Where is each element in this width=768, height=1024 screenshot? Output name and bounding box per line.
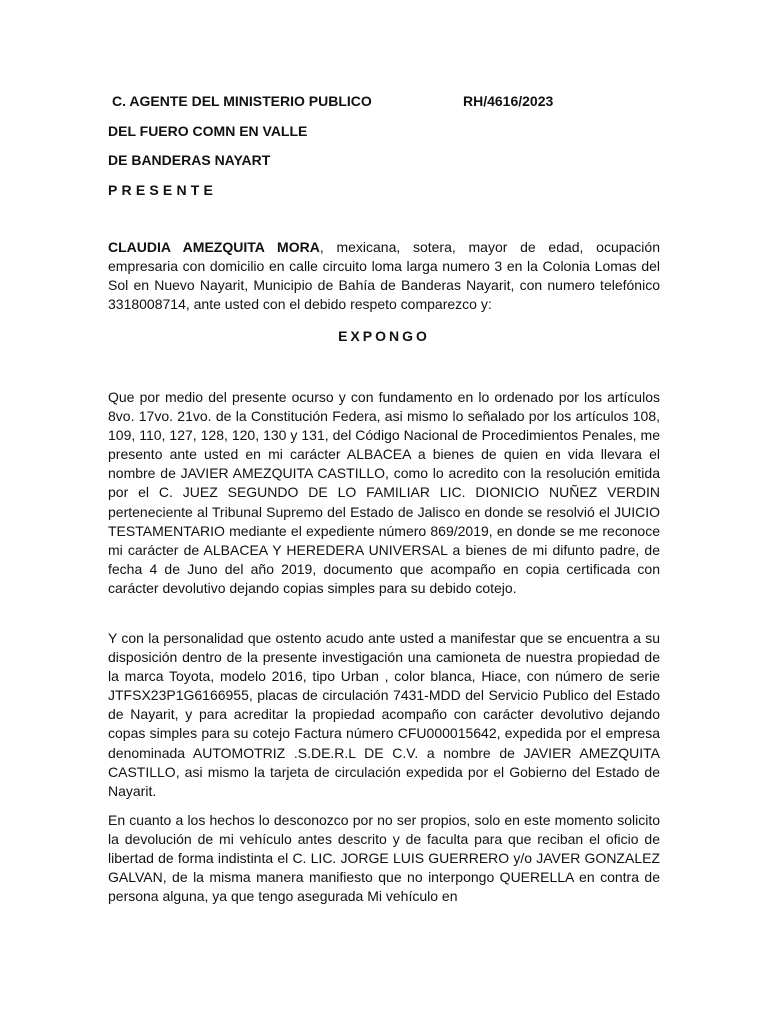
addressee-line-3: DE BANDERAS NAYART xyxy=(108,152,271,168)
paragraph-request: En cuanto a los hechos lo desconozco por no ser propios, solo en este momento solicito la devolución de mi vehículo antes descrito y de faculta para que reciban el oficio de libertad de forma indistinta el C. LIC. JORGE LUIS GUERRERO y/o JAVER GONZALEZ GALVAN, de la misma manera manifiesto que no interpongo QUERELLA en contra de persona alguna, ya que tengo asegurada Mi vehículo en xyxy=(108,812,660,905)
case-reference: RH/4616/2023 xyxy=(463,93,554,109)
addressee-line-1: C. AGENTE DEL MINISTERIO PUBLICO xyxy=(112,93,372,109)
intro-paragraph xyxy=(108,238,660,314)
petitioner-name: CLAUDIA AMEZQUITA MORA xyxy=(108,239,320,255)
addressee-line-2: DEL FUERO COMN EN VALLE xyxy=(108,123,308,139)
presente-heading: PRESENTE xyxy=(108,182,218,198)
intro-text: , mexicana, sotera, mayor de edad, ocupación empresaria con domicilio en calle circuito loma larga numero 3 en la Colonia Lomas del Sol en Nuevo Nayarit, Municipio de Bahía de Banderas Nayarit, con numero telefónico 3318008714, ante usted con el debido respeto comparezco y: xyxy=(108,239,660,313)
paragraph-vehicle: Y con la personalidad que ostento acudo ante usted a manifestar que se encuentra a su disposición dentro de la presente investigación una camioneta de nuestra propiedad de la marca Toyota, modelo 2016, tipo Urban , color blanca, Hiace, con número de serie JTFSX23P1G6166955, placas de circulación 7431-MDD del Servicio Publico del Estado de Nayarit, y para acreditar la propiedad acompaño con carácter devolutivo dejando copas simples para su cotejo Factura número CFU000015642, expedida por el empresa denominada AUTOMOTRIZ .S.DE.R.L DE C.V. a nombre de JAVIER AMEZQUITA CASTILLO, asi mismo la tarjeta de circulación expedida por el Gobierno del Estado de Nayarit. xyxy=(108,630,660,799)
section-title: EXPONGO xyxy=(338,328,430,344)
paragraph-legal-basis: Que por medio del presente ocurso y con fundamento en lo ordenado por los artículos 8vo. 17vo. 21vo. de la Constitución Federa, asi mismo lo señalado por los artículos 108, 109, 110, 127, 128, 120, 130 y 131, del Código Nacional de Procedimientos Penales, me presento ante usted en mi carácter ALBACEA a bienes de quien en vida llevara el nombre de JAVIER AMEZQUITA CASTILLO, como lo acredito con la resolución emitida por el C. JUEZ SEGUNDO DE LO FAMILIAR LIC. DIONICIO NUÑEZ VERDIN perteneciente al Tribunal Supremo del Estado de Jalisco en donde se resolvió el JUICIO TESTAMENTARIO mediante el expediente número 869/2019, en donde se me reconoce mi carácter de ALBACEA Y HEREDERA UNIVERSAL a bienes de mi difunto padre, de fecha 4 de Juno del año 2019, documento que acompaño en copia certificada con carácter devolutivo dejando copias simples para su debido cotejo. xyxy=(108,389,660,596)
